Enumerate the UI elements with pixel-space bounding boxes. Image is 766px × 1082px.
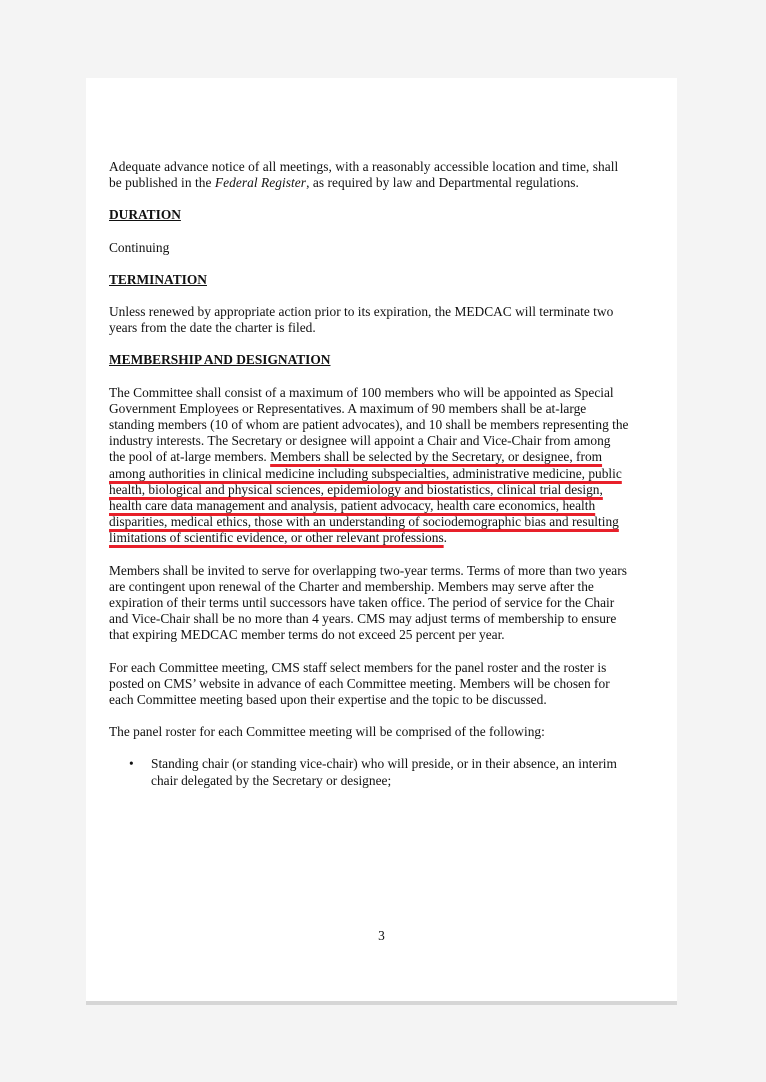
duration-heading: DURATION: [109, 207, 181, 223]
termination-text: Unless renewed by appropriate action prior to its expiration, the MEDCAC will terminate two years from the date the charter is filed.: [109, 304, 614, 336]
membership-heading: MEMBERSHIP AND DESIGNATION: [109, 352, 331, 368]
document-page: [86, 78, 677, 1005]
list-item-text: Standing chair (or standing vice-chair) who will preside, or in their absence, an interim chair delegated by the Secretary or designee;: [151, 756, 617, 788]
page-number: 3: [378, 928, 385, 943]
termination-heading: TERMINATION: [109, 271, 207, 287]
federal-register-italic: Federal Register: [214, 175, 307, 191]
membership-p1-text: The Committee shall consist of a maximum of 100 members who will be appointed as Special Government Employees or Representatives. A maximum of 90 members shall be at-large standing members (10 of whom are patient advocates), and 10 shall be members representing the industry interests. The Secretary or designee will appoint a Chair and Vice-Chair from among the pool of at-large members.: [109, 384, 629, 465]
notice-text-after: , as required by law and Departmental regulations.: [306, 175, 579, 191]
notice-paragraph: [109, 159, 629, 191]
panel-roster-list: [109, 756, 629, 788]
membership-paragraph-1: [109, 385, 629, 547]
list-item: [109, 756, 629, 788]
duration-text: Continuing: [109, 239, 170, 255]
membership-paragraph-2: Members shall be invited to serve for overlapping two-year terms. Terms of more than two years are contingent upon renewal of the Charter and membership. Members may serve after the expiration of their terms until successors have taken office. The period of service for the Chair and Vice-Chair shall be no more than 4 years. CMS may adjust terms of membership to ensure that expiring MEDCAC member terms do not exceed 25 percent per year.: [109, 562, 627, 643]
highlighted-selection-text: Members shall be selected by the Secretary, or designee, from among authorities in clinical medicine including subspecialties, administrative medicine, public health, biological and physical sciences, epidemiology and biostatistics, clinical trial design, health care data management and analysis, patient advocacy, health care economics, health disparities, medical ethics, those with an understanding of sociodemographic bias and resulting limitations of scientific evidence, or other relevant professions: [109, 449, 622, 546]
membership-p1-end: .: [443, 530, 448, 546]
page-content: [109, 159, 629, 789]
notice-text-before: Adequate advance notice of all meetings, with a reasonably accessible location and time, shall be published in the: [109, 159, 619, 191]
bullet-icon: •: [129, 756, 134, 772]
membership-paragraph-4: The panel roster for each Committee meeting will be comprised of the following:: [109, 724, 545, 740]
membership-paragraph-3: For each Committee meeting, CMS staff select members for the panel roster and the roster is posted on CMS’ website in advance of each Committee meeting. Members will be chosen for each Committee meeting based upon their expertise and the topic to be discussed.: [109, 659, 610, 708]
